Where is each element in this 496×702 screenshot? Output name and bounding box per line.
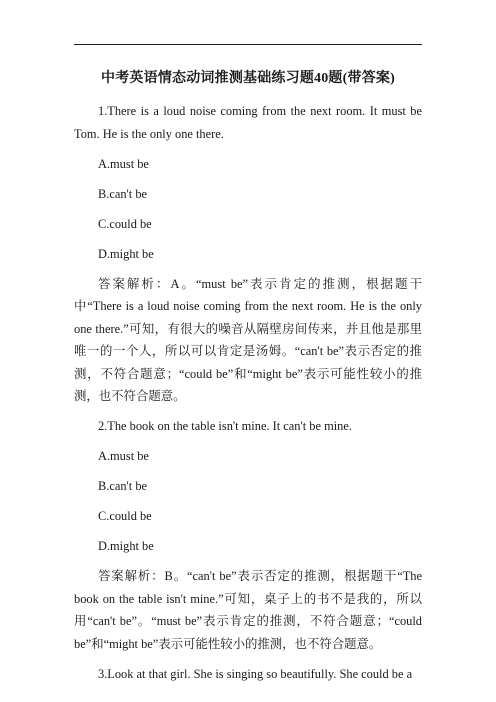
question-block	[74, 663, 422, 686]
answer-explanation: 答案解析：B。“can't be”表示否定的推测，根据题干“The book on the table isn't mine.”可知，桌子上的书不是我的，所以用“can't be”。“must be”表示肯定的推测，不符合题意；“could be”和“might be”表示可能性较小的推测，也不符合题意。	[74, 569, 422, 651]
option-c: C.could be	[98, 216, 152, 231]
question-block	[74, 415, 422, 655]
option-b: B.can't be	[98, 479, 148, 493]
option-a: A.must be	[98, 156, 149, 171]
option-a: A.must be	[98, 449, 149, 463]
answer-explanation: 答案解析：A。“must be”表示肯定的推测，根据题干中“There is a loud noise coming from the next room. He is the only one there.”可知，有很大的噪音从隔壁房间传来，并且他是那里唯一的一个人，所以可以肯定是汤姆。“can't be”表示否定的推测，不符合题意；“could be”和“might be”表示可能性较小的推测，也不符合题意。	[74, 276, 422, 403]
document-body	[74, 100, 422, 693]
question-stem: 2.The book on the table isn't mine. It can't be mine.	[98, 419, 352, 433]
option-d: D.might be	[98, 539, 154, 553]
document-title: 中考英语情态动词推测基础练习题40题(带答案)	[101, 71, 395, 86]
option-b: B.can't be	[98, 186, 148, 201]
question-stem: 1.There is a loud noise coming from the next room. It must be Tom. He is the only one there.	[74, 104, 422, 141]
option-c: C.could be	[98, 509, 152, 523]
option-d: D.might be	[98, 246, 154, 261]
header-rule	[74, 44, 422, 45]
question-block	[74, 100, 422, 408]
question-stem: 3.Look at that girl. She is singing so beautifully. She could be a	[98, 666, 413, 681]
